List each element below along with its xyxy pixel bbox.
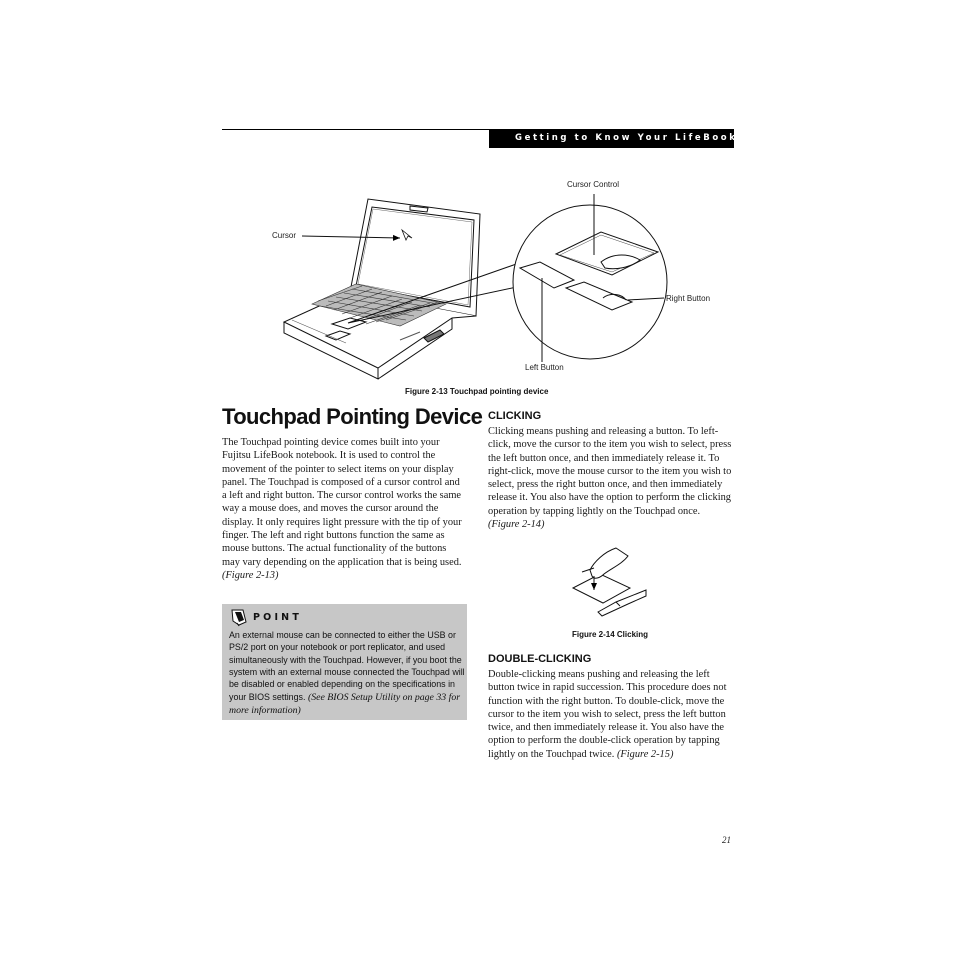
- intro-text: The Touchpad pointing device comes built into your Fujitsu LifeBook notebook. It is used to control the movement of the pointer to select items on your display panel. The Touchpad is composed of a cursor control and a left and right button. The cursor control works the same way a mouse does, and moves the cursor around the display. It only requires light pressure with the tip of your finger. The left and right buttons function the same as mouse buttons. The actual functionality of the buttons may vary depending on the application that is being used.: [222, 437, 462, 568]
- double-clicking-heading: DOUBLE-CLICKING: [488, 653, 592, 665]
- clicking-figure-illustration: [568, 546, 648, 621]
- intro-figure-ref: (Figure 2-13): [222, 569, 279, 581]
- label-cursor-control: Cursor Control: [567, 180, 620, 189]
- page-number: 21: [722, 835, 731, 845]
- point-title: POINT: [253, 612, 303, 623]
- point-paragraph: [229, 629, 465, 717]
- clicking-figure-ref: (Figure 2-14): [488, 519, 545, 531]
- double-clicking-figure-ref: (Figure 2-15): [616, 748, 674, 760]
- clicking-paragraph: [488, 425, 732, 531]
- label-cursor: Cursor: [272, 231, 297, 240]
- clicking-text: Clicking means pushing and releasing a button. To left-click, move the cursor to the item you wish to select, press the left button once, and then immediately release it. To right-click, move the mouse cursor to the item you wish to select, press the right button once, and then immediately release it. You also have the option to perform the clicking operation by tapping lightly on the Touchpad once.: [488, 426, 732, 517]
- figure-2-14-caption: Figure 2-14 Clicking: [572, 630, 649, 639]
- double-clicking-paragraph: [488, 668, 728, 761]
- laptop-drawing: [284, 199, 480, 379]
- point-reference: (See BIOS Setup Utility on page 33 for more information): [229, 691, 461, 717]
- intro-paragraph: [222, 436, 466, 582]
- label-left-button: Left Button: [525, 363, 564, 372]
- header-rule: [222, 129, 489, 130]
- double-clicking-text: Double-clicking means pushing and releasing the left button twice in rapid succession. This procedure does not function with the right button. To double-click, move the cursor to the item you wish to select, press the left button twice, and then immediately release it. You also have the option to perform the double-click operation by tapping lightly on the Touchpad twice.: [488, 669, 727, 760]
- touchpad-figure-illustration: [270, 175, 730, 385]
- figure-2-13-caption: Figure 2-13 Touchpad pointing device: [405, 387, 549, 396]
- point-text: An external mouse can be connected to either the USB or PS/2 port on your notebook or port replicator, and used simultaneously with the Touchpad. However, if you boot the system with an external mouse connected the Touchpad will be disabled or enabled depending on the specifications in your BIOS settings.: [229, 630, 465, 702]
- label-right-button: Right Button: [666, 294, 711, 303]
- pencil-icon: [229, 607, 249, 627]
- clicking-heading: CLICKING: [488, 410, 542, 422]
- page-title: Touchpad Pointing Device: [222, 404, 483, 429]
- touchpad-zoom-circle: [513, 205, 667, 359]
- section-header: Getting to Know Your LifeBook: [489, 129, 734, 148]
